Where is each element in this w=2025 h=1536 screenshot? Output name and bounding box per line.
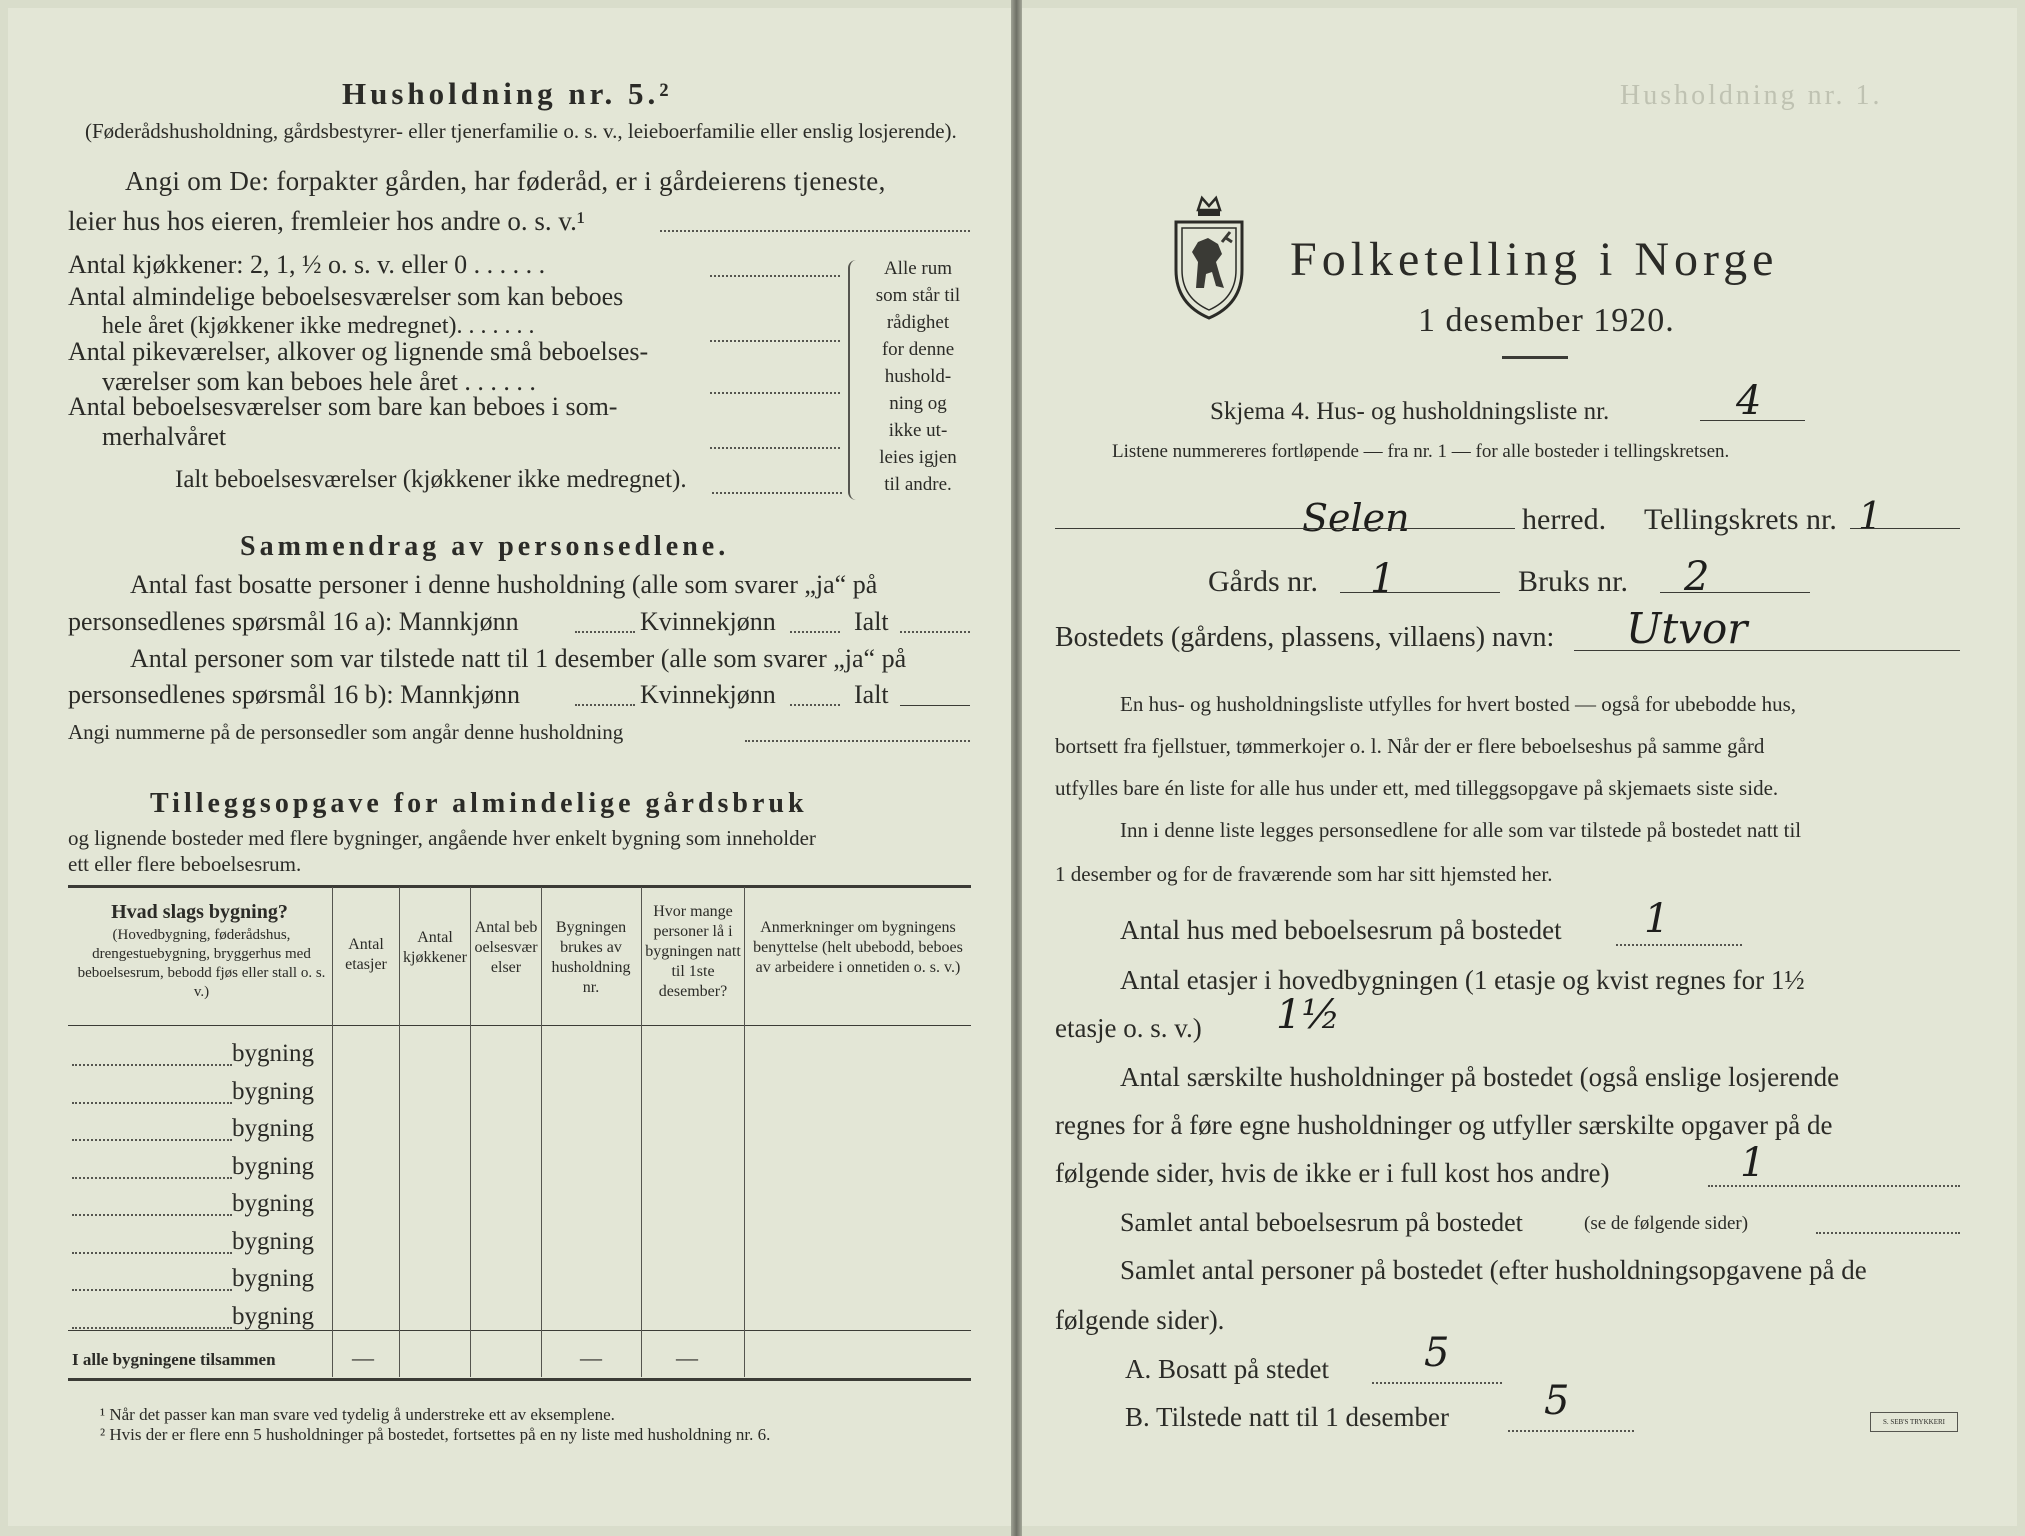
total-persons-dash: — — [676, 1345, 698, 1370]
building-row-line — [72, 1102, 232, 1104]
table-total-rule — [68, 1330, 971, 1331]
printer-stamp: S. SEB'S TRYKKERI — [1870, 1412, 1958, 1432]
bruks-line — [1660, 592, 1810, 593]
resident-line — [1372, 1382, 1502, 1384]
building-row-line — [72, 1252, 232, 1254]
total-persons-line1: Samlet antal personer på bostedet (efter husholdningsopgavene på de — [1120, 1255, 1867, 1285]
households-line2: regnes for å føre egne husholdninger og utfyller særskilte opgaver på de — [1055, 1110, 1833, 1140]
present-handwritten: 5 — [1544, 1378, 1570, 1424]
houses-handwritten: 1 — [1644, 896, 1670, 942]
col-divider — [641, 887, 642, 1377]
summer-rooms-answer — [710, 447, 840, 449]
person-numbers-answer — [745, 740, 970, 742]
houses-line — [1616, 944, 1742, 946]
building-row-label: bygning — [232, 1265, 314, 1292]
side-note-line: Alle rum — [883, 258, 953, 279]
p1-female-label: Kvinnekjønn — [640, 607, 776, 636]
col-divider — [332, 887, 333, 1377]
households-handwritten: 1 — [1740, 1140, 1766, 1186]
schema-number-line — [1700, 420, 1805, 421]
households-line1: Antal særskilte husholdninger på bostedet (også enslige losjerende — [1120, 1062, 1840, 1092]
col-divider — [470, 887, 471, 1377]
p2-female-answer — [790, 704, 840, 706]
p2-female-label: Kvinnekjønn — [640, 680, 776, 709]
small-rooms-line1: Antal pikeværelser, alkover og lignende små beboelses- — [68, 337, 649, 366]
bosted-line — [1574, 650, 1960, 651]
kitchens-label: Antal kjøkkener: 2, 1, ½ o. s. v. eller 0 . . . . . . — [68, 250, 546, 279]
herred-line — [1055, 528, 1515, 529]
summary-p1-line1: Antal fast bosatte personer i denne husholdning (alle som svarer „ja“ på — [130, 570, 878, 599]
p2-total-label: Ialt — [854, 680, 889, 709]
bosted-label: Bostedets (gårdens, plassens, villaens) navn: — [1055, 622, 1555, 653]
brace — [848, 260, 856, 500]
households-line — [1708, 1185, 1960, 1187]
household-intro-line2: leier hus hos eieren, fremleier hos andre o. s. v.¹ — [68, 206, 585, 236]
table-header-rule — [68, 1025, 971, 1026]
supplement-text-line1: og lignende bosteder med flere bygninger, angående hver enkelt bygning som inneholder — [68, 826, 816, 850]
col-header-kitchens: Antal kjøkkener — [403, 929, 467, 966]
col-header-rooms: Antal beboelsesværelser — [474, 919, 538, 976]
title-rule — [1502, 356, 1568, 359]
instruction-line5: 1 desember og for de fraværende som har sitt hjemsted her. — [1055, 862, 1553, 886]
col-header-household: Bygningen brukes av husholdning nr. — [551, 919, 631, 996]
summary-p2-line1: Antal personer som var tilstede natt til 1 desember (alle som svarer „ja“ på — [130, 644, 907, 673]
p1-total-answer — [900, 631, 970, 633]
building-row-line — [72, 1289, 232, 1291]
supplement-heading: Tilleggsopgave for almindelige gårdsbruk — [150, 788, 808, 819]
building-row-label: bygning — [232, 1302, 314, 1330]
building-row-label: bygning — [232, 1077, 314, 1105]
floors-line1: Antal etasjer i hovedbygningen (1 etasje og kvist regnes for 1½ — [1120, 965, 1805, 995]
total-row-label: I alle bygningene tilsammen — [72, 1350, 276, 1369]
total-rooms-note: (se de følgende sider) — [1584, 1213, 1749, 1234]
present-line — [1508, 1430, 1634, 1432]
census-date: 1 desember 1920. — [1418, 302, 1675, 339]
total-rooms-line-right — [1816, 1232, 1960, 1234]
col-divider — [541, 887, 542, 1377]
small-rooms-line2: værelser som kan beboes hele året . . . . . . — [102, 367, 536, 396]
summer-rooms-line1: Antal beboelsesværelser som bare kan beboes i som- — [68, 392, 618, 421]
total-persons-line2: følgende sider). — [1055, 1305, 1225, 1335]
instruction-line3: utfylles bare én liste for alle hus under ett, med tilleggsopgave på skjemaets siste side. — [1055, 776, 1779, 800]
bleed-through-text: Husholdning nr. 1. — [1620, 80, 1883, 111]
krets-handwritten: 1 — [1858, 494, 1883, 538]
footnote-2: ² Hvis der er flere enn 5 husholdninger på bostedet, fortsettes på en ny liste med husholdning nr. 6. — [100, 1425, 771, 1444]
side-note-line: ning og — [889, 393, 947, 414]
summer-rooms-line2: merhalvåret — [102, 422, 227, 451]
instruction-line1: En hus- og husholdningsliste utfylles for hvert bosted — også for ubebodde hus, — [1120, 692, 1796, 716]
side-note-line: som står til — [875, 285, 961, 306]
building-row-line — [72, 1327, 232, 1329]
building-row-label: bygning — [232, 1115, 314, 1142]
building-row-label: bygning — [232, 1040, 314, 1067]
ordinary-rooms-answer — [710, 340, 840, 342]
numbering-note: Listene nummereres fortløpende — fra nr. 1 — for alle bosteder i tellingskretsen. — [1112, 441, 1730, 462]
total-rooms-label: Ialt beboelsesværelser (kjøkkener ikke medregnet). — [175, 466, 687, 493]
col-divider — [399, 887, 400, 1377]
household-intro-line1: Angi om De: forpakter gården, har føderåd, er i gårdeierens tjeneste, — [125, 166, 886, 196]
total-household-dash: — — [580, 1345, 602, 1370]
gards-label: Gårds nr. — [1208, 565, 1318, 598]
herred-label: herred. — [1522, 503, 1607, 536]
building-row-label: bygning — [232, 1152, 314, 1180]
households-line3: følgende sider, hvis de ikke er i full kost hos andre) — [1055, 1158, 1610, 1188]
person-numbers-label: Angi nummerne på de personsedler som angår denne husholdning — [68, 720, 624, 744]
side-note-line: hushold- — [884, 366, 952, 387]
table-bottom-rule — [68, 1378, 971, 1381]
ordinary-rooms-line2: hele året (kjøkkener ikke medregnet). . . . . . . — [102, 313, 535, 339]
col-divider — [744, 887, 745, 1377]
instruction-line2: bortsett fra fjellstuer, tømmerkojer o. l. Når der er flere beboelseshus på samme gård — [1055, 734, 1765, 758]
col-header-remarks: Anmerkninger om bygningens benyttelse (helt ubebodd, beboes av arbeidere i onnetiden o. s. v.) — [753, 919, 963, 976]
side-note-line: leies igjen — [879, 447, 957, 468]
side-note-line: rådighet — [886, 312, 950, 333]
household-intro-paren: (Føderådshusholdning, gårdsbestyrer- eller tjenerfamilie o. s. v., leieboerfamilie eller enslig losjerende). — [85, 119, 957, 143]
total-floors-dash: — — [352, 1345, 374, 1370]
building-row-line — [72, 1064, 232, 1066]
kitchens-answer — [710, 275, 840, 277]
p2-male-answer — [575, 704, 635, 706]
side-note-line: for denne — [881, 339, 955, 360]
bosted-handwritten: Utvor — [1626, 604, 1748, 653]
table-top-rule — [68, 885, 971, 888]
instruction-line4: Inn i denne liste legges personsedlene for alle som var tilstede på bostedet natt til — [1120, 818, 1802, 842]
p1-total-label: Ialt — [854, 607, 889, 636]
schema-label: Skjema 4. Hus- og husholdningsliste nr. — [1210, 398, 1610, 425]
krets-line — [1850, 528, 1960, 529]
gards-line — [1340, 592, 1500, 593]
houses-label: Antal hus med beboelsesrum på bostedet — [1120, 915, 1562, 945]
floors-line2: etasje o. s. v.) — [1055, 1013, 1202, 1043]
census-title: Folketelling i Norge — [1290, 233, 1779, 286]
total-rooms-answer — [712, 492, 842, 494]
present-label: B. Tilstede natt til 1 desember — [1125, 1402, 1449, 1432]
building-row-line — [72, 1139, 232, 1141]
total-rooms-label-right: Samlet antal beboelsesrum på bostedet — [1120, 1208, 1523, 1237]
p2-total-answer — [900, 705, 970, 706]
col-header-persons: Hvor mange personer lå i bygningen natt til 1ste desember? — [645, 903, 741, 1000]
building-row-label: bygning — [232, 1227, 314, 1255]
gards-handwritten: 1 — [1370, 556, 1396, 602]
footnote-1: ¹ Når det passer kan man svare ved tydelig å understreke ett av eksemplene. — [100, 1405, 615, 1424]
resident-handwritten: 5 — [1424, 1330, 1450, 1376]
rooms-side-note — [858, 255, 978, 498]
floors-handwritten: 1½ — [1276, 992, 1341, 1038]
summary-p2-line2: personsedlenes spørsmål 16 b): Mannkjønn — [68, 680, 521, 709]
small-rooms-answer — [710, 392, 840, 394]
p1-female-answer — [790, 631, 840, 633]
page-fold — [1011, 0, 1022, 1536]
bruks-handwritten: 2 — [1684, 554, 1710, 600]
building-row-label: bygning — [232, 1190, 314, 1217]
side-note-line: til andre. — [884, 474, 952, 495]
building-row-line — [72, 1214, 232, 1216]
norway-coat-of-arms-icon — [1168, 192, 1250, 322]
side-note-line: ikke ut- — [888, 420, 948, 441]
building-row-line — [72, 1177, 232, 1179]
bruks-label: Bruks nr. — [1518, 565, 1629, 598]
krets-label: Tellingskrets nr. — [1644, 503, 1837, 536]
p1-male-answer — [575, 631, 635, 633]
col-header-building-title: Hvad slags bygning? — [111, 901, 288, 923]
col-header-building-desc: (Hovedbygning, føderådshus, drengestuebygning, bryggerhus med beboelsesrum, bebodd fjøs eller stall o. s. v.) — [77, 927, 326, 1000]
resident-label: A. Bosatt på stedet — [1125, 1354, 1329, 1384]
ordinary-rooms-line1: Antal almindelige beboelsesværelser som kan beboes — [68, 282, 624, 311]
supplement-text-line2: ett eller flere beboelsesrum. — [68, 852, 302, 876]
col-header-floors: Antal etasjer — [345, 936, 387, 973]
summary-p1-line2: personsedlenes spørsmål 16 a): Mannkjønn — [68, 607, 519, 636]
summary-heading: Sammendrag av personsedlene. — [240, 531, 730, 562]
household-title: Husholdning nr. 5.² — [342, 76, 673, 111]
intro-answer-line — [660, 230, 970, 232]
schema-number-handwritten: 4 — [1736, 378, 1762, 424]
herred-handwritten: Selen — [1302, 496, 1410, 540]
